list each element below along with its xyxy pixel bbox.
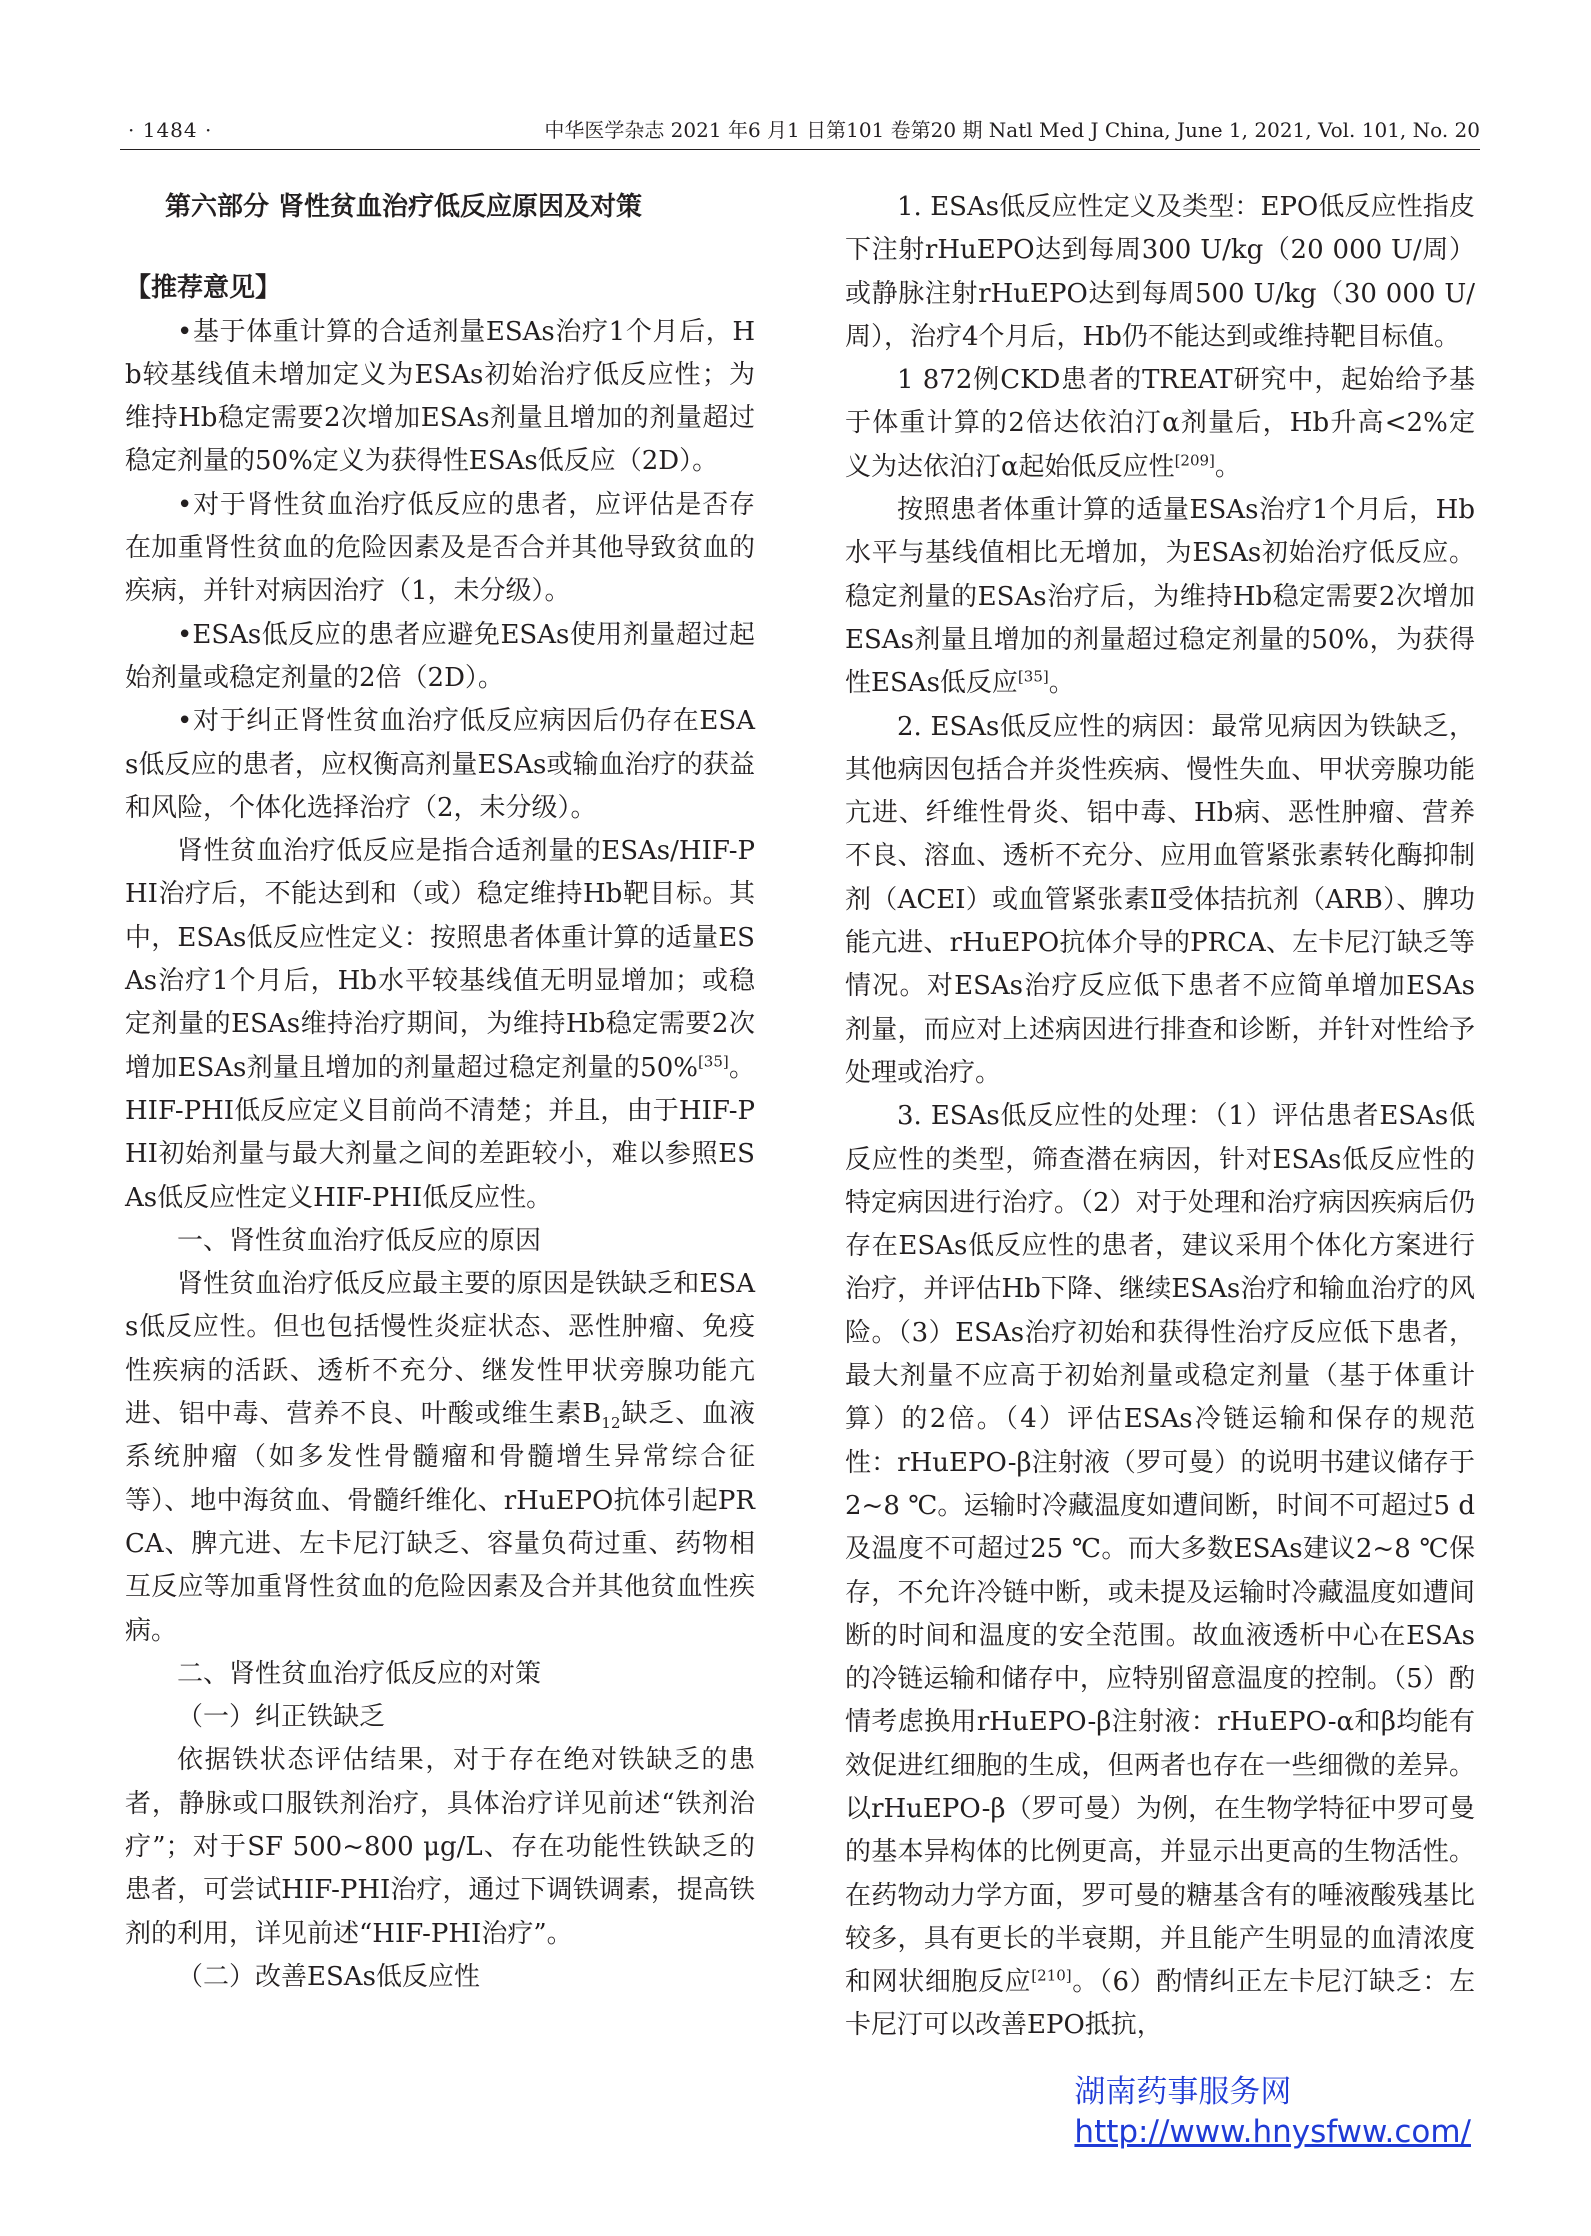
right-column	[845, 186, 1475, 2048]
subheading-improve-esas: （二）改善ESAs低反应性	[177, 1961, 480, 1992]
header-rule	[120, 149, 1480, 150]
page-number: · 1484 ·	[128, 118, 213, 142]
paragraph-causes: 肾性贫血治疗低反应最主要的原因是铁缺乏和ESAs低反应性。但也包括慢性炎症状态、恶性肿瘤、免疫性疾病的活跃、透析不充分、继发性甲状旁腺功能亢进、铝中毒、营养不良、叶酸或维生素$B_{12}$缺乏、血液系统肿瘤（如多发性骨髓瘤和骨髓增生异常综合征等）、地中海贫血、骨髓纤维化、rHuEPO抗体引起PRCA、脾亢进、左卡尼汀缺乏、容量负荷过重、药物相互反应等加重肾性贫血的危险因素及合并其他贫血性疾病。	[125, 1269, 755, 1646]
recommendation-3: •ESAs低反应的患者应避免ESAs使用剂量超过起始剂量或稳定剂量的2倍（2D）。	[125, 619, 755, 693]
watermark-url[interactable]: http://www.hnysfww.com/	[1074, 2114, 1471, 2150]
watermark-name: 湖南药事服务网	[1074, 2074, 1292, 2110]
subheading-iron-deficiency: （一）纠正铁缺乏	[177, 1702, 386, 1733]
paragraph-etiology: 2. ESAs低反应性的病因：最常见病因为铁缺乏，其他病因包括合并炎性疾病、慢性失血、甲状旁腺功能亢进、纤维性骨炎、铝中毒、Hb病、恶性肿瘤、营养不良、溶血、透析不充分、应用血管紧张素转化酶抑制剂（ACEI）或血管紧张素Ⅱ受体拮抗剂（ARB）、脾功能亢进、rHuEPO抗体介导的PRCA、左卡尼汀缺乏等情况。对ESAs治疗反应低下患者不应简单增加ESAs剂量，而应对上述病因进行排查和诊断，并针对性给予处理或治疗。	[845, 711, 1475, 1088]
paragraph-management: 3. ESAs低反应性的处理：（1）评估患者ESAs低反应性的类型，筛查潜在病因，针对ESAs低反应性的特定病因进行治疗。（2）对于处理和治疗病因疾病后仍存在ESAs低反应性的患者，建议采用个体化方案进行治疗，并评估Hb下降、继续ESAs治疗和输血治疗的风险。（3）ESAs治疗初始和获得性治疗反应低下患者，最大剂量不应高于初始剂量或稳定剂量（基于体重计算）的2倍。（4）评估ESAs冷链运输和保存的规范性：rHuEPO-β注射液（罗可曼）的说明书建议储存于2~8 ℃。运输时冷藏温度如遭间断，时间不可超过5 d及温度不可超过25 ℃。而大多数ESAs建议2~8 ℃保存，不允许冷链中断，或未提及运输时冷藏温度如遭间断的时间和温度的安全范围。故血液透析中心在ESAs的冷链运输和储存中，应特别留意温度的控制。（5）酌情考虑换用rHuEPO-β注射液：rHuEPO-α和β均能有效促进红细胞的生成，但两者也存在一些细微的差异。以rHuEPO-β（罗可曼）为例，在生物学特征中罗可曼的基本异构体的比例更高，并显示出更高的生物活性。在药物动力学方面，罗可曼的糖基含有的唾液酸残基比较多，具有更长的半衰期，并且能产生明显的血清浓度和网状细胞反应[210]。（6）酌情纠正左卡尼汀缺乏：左卡尼汀可以改善EPO抵抗，	[845, 1101, 1475, 2041]
reference-210: [210]	[1031, 1966, 1072, 1985]
left-column	[125, 186, 755, 1999]
paragraph-definition: 肾性贫血治疗低反应是指合适剂量的ESAs/HIF-PHI治疗后，不能达到和（或）稳定维持Hb靶目标。其中，ESAs低反应性定义：按照患者体重计算的适量ESAs治疗1个月后，Hb水平较基线值无明显增加；或稳定剂量的ESAs维持治疗期间，为维持Hb稳定需要2次增加ESAs剂量且增加的剂量超过稳定剂量的50%[35]。HIF-PHI低反应定义目前尚不清楚；并且，由于HIF-PHI初始剂量与最大剂量之间的差距较小，难以参照ESAs低反应性定义HIF-PHI低反应性。	[125, 836, 755, 1213]
recommendation-heading: 【推荐意见】	[125, 273, 282, 304]
paragraph-iron: 依据铁状态评估结果，对于存在绝对铁缺乏的患者，静脉或口服铁剂治疗，具体治疗详见前述“铁剂治疗”；对于SF 500~800 μg/L、存在功能性铁缺乏的患者，可尝试HIF-PHI治疗，通过下调铁调素，提高铁剂的利用，详见前述“HIF-PHI治疗”。	[125, 1745, 755, 1949]
watermark	[1074, 2072, 1471, 2152]
paragraph-treat-study: 1 872例CKD患者的TREAT研究中，起始给予基于体重计算的2倍达依泊汀α剂量后，Hb升高<2%定义为达依泊汀α起始低反应性[209]。	[845, 365, 1475, 482]
subheading-countermeasures: 二、肾性贫血治疗低反应的对策	[177, 1658, 542, 1689]
recommendation-4: •对于纠正肾性贫血治疗低反应病因后仍存在ESAs低反应的患者，应权衡高剂量ESAs或输血治疗的获益和风险，个体化选择治疗（2，未分级）。	[125, 706, 755, 823]
page-header	[120, 112, 1480, 148]
paragraph-initial-response: 按照患者体重计算的适量ESAs治疗1个月后，Hb水平与基线值相比无增加，为ESAs初始治疗低反应。稳定剂量的ESAs治疗后，为维持Hb稳定需要2次增加ESAs剂量且增加的剂量超过稳定剂量的50%，为获得性ESAs低反应[35]。	[845, 495, 1475, 699]
reference-35: [35]	[697, 1051, 729, 1070]
paragraph-esas-definition: 1. ESAs低反应性定义及类型：EPO低反应性指皮下注射rHuEPO达到每周300 U/kg（20 000 U/周）或静脉注射rHuEPO达到每周500 U/kg（30 000 U/周），治疗4个月后，Hb仍不能达到或维持靶目标值。	[845, 192, 1475, 352]
subscript-12: 12	[601, 1414, 621, 1433]
reference-35-right: [35]	[1017, 667, 1049, 686]
recommendation-1: •基于体重计算的合适剂量ESAs治疗1个月后，Hb较基线值未增加定义为ESAs初始治疗低反应性；为维持Hb稳定需要2次增加ESAs剂量且增加的剂量超过稳定剂量的50%定义为获得性ESAs低反应（2D）。	[125, 316, 755, 477]
recommendation-2: •对于肾性贫血治疗低反应的患者，应评估是否存在加重肾性贫血的危险因素及是否合并其他导致贫血的疾病，并针对病因治疗（1，未分级）。	[125, 489, 755, 607]
journal-citation: 中华医学杂志 2021 年6 月1 日第101 卷第20 期 Natl Med J China, June 1, 2021, Vol. 101, No. 20	[544, 118, 1480, 142]
subheading-causes: 一、肾性贫血治疗低反应的原因	[177, 1225, 542, 1256]
section-title: 第六部分 肾性贫血治疗低反应原因及对策	[165, 192, 643, 222]
reference-209: [209]	[1174, 451, 1215, 470]
